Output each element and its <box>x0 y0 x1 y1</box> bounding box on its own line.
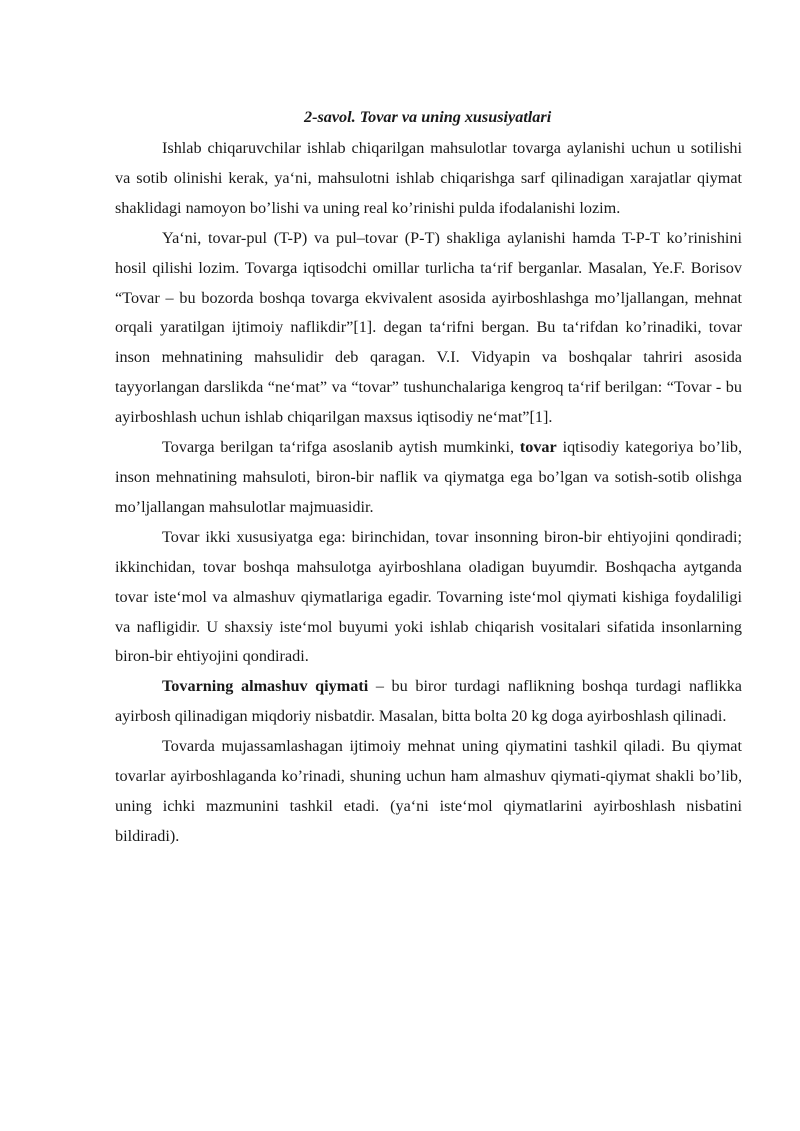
paragraph <box>115 672 742 732</box>
paragraph: Ishlab chiqaruvchilar ishlab chiqarilgan mahsulotlar tovarga aylanishi uchun u sotilishi va sotib olinishi kerak, ya‘ni, mahsulotni ishlab chiqarishga sarf qilinadigan xarajatlar qiymat shaklidagi namoyon bo’lishi va uning real ko’rinishi pulda ifodalanishi lozim. <box>115 139 742 217</box>
document-body <box>115 104 742 852</box>
paragraph <box>115 433 742 523</box>
bold-term: tovar <box>519 438 557 457</box>
bold-term: Tovarning almashuv qiymati <box>162 677 369 696</box>
paragraph: Ya‘ni, tovar-pul (T-P) va pul–tovar (P-T) shakliga aylanishi hamda T-P-T ko’rinishini hosil qilishi lozim. Tovarga iqtisodchi omillar turlicha ta‘rif berganlar. Masalan, Ye.F. Borisov “Tovar – bu bozorda boshqa tovarga ekvivalent asosida ayirboshlashga mo’ljallangan, mehnat orqali yaratilgan ijtimoiy naflikdir”[1]. degan ta‘rifni bergan. Bu ta‘rifdan ko’rinadiki, tovar inson mehnatining mahsulidir deb qaragan. V.I. Vidyapin va boshqalar tahriri asosida tayyorlangan darslikda “ne‘mat” va “tovar” tushunchalariga kengroq ta‘rif berilgan: “Tovar - bu ayirboshlash uchun ishlab chiqarilgan maxsus iqtisodiy ne‘mat”[1]. <box>115 228 742 427</box>
paragraph: Tovarda mujassamlashagan ijtimoiy mehnat uning qiymatini tashkil qiladi. Bu qiymat tovarlar ayirboshlaganda ko’rinadi, shuning uchun ham almashuv qiymati-qiymat shakli bo’lib, uning ichki mazmunini tashkil etadi. (ya‘ni iste‘mol qiymatlarini ayirboshlash nisbatini bildiradi). <box>115 737 742 845</box>
paragraph-text: – bu biror turdagi naflikning boshqa turdagi naflikka ayirbosh qilinadigan miqdoriy nisbatdir. Masalan, bitta bolta 20 kg doga ayirboshlash qilinadi. <box>115 677 742 726</box>
section-title: 2-savol. Tovar va uning xususiyatlari <box>304 108 552 126</box>
paragraph: Tovar ikki xususiyatga ega: birinchidan, tovar insonning biron-bir ehtiyojini qondiradi; ikkinchidan, tovar boshqa mahsulotga ayirboshlana oladigan buyumdir. Boshqacha aytganda tovar iste‘mol va almashuv qiymatlariga egadir. Tovarning iste‘mol qiymati kishiga foydaliligi va nafligidir. U shaxsiy iste‘mol buyumi yoki ishlab chiqarish vositalari sifatida insonlarning biron-bir ehtiyojini qondiradi. <box>115 527 742 666</box>
paragraph-text: iqtisodiy kategoriya bo’lib, inson mehnatining mahsuloti, biron-bir naflik va qiymatga ega bo’lgan va sotish-sotib olishga mo’ljallangan mahsulotlar majmuasidir. <box>115 438 742 516</box>
paragraph-text: Tovarga berilgan ta‘rifga asoslanib aytish mumkinki, <box>162 438 520 457</box>
